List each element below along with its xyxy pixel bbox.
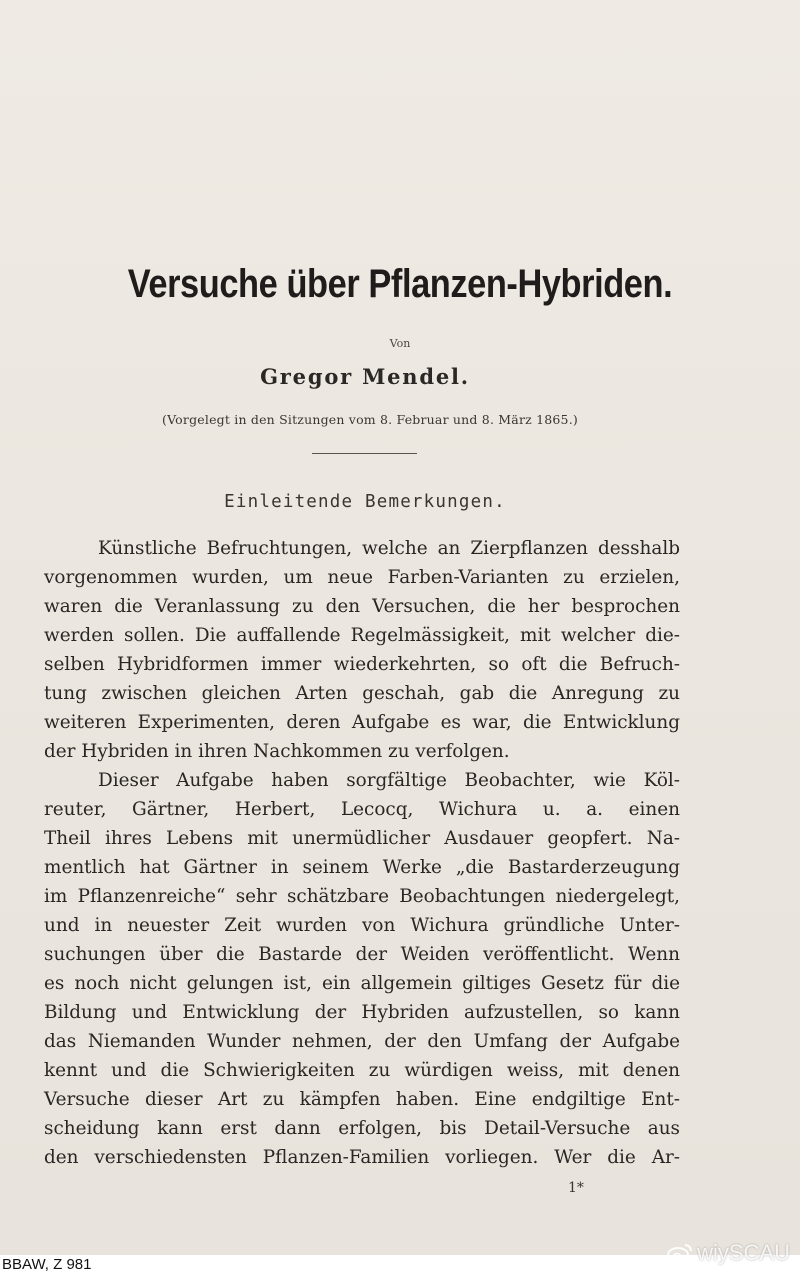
presentation-note: (Vorgelegt in den Sitzungen vom 8. Februar und 8. März 1865.) <box>162 412 578 427</box>
title-divider <box>312 453 417 454</box>
text-line: kennt und die Schwierigkeiten zu würdigen weiss, mit denen <box>44 1060 680 1081</box>
paragraph-1 <box>44 534 680 766</box>
byline-von: Von <box>389 337 411 350</box>
text-line: vorgenommen wurden, um neue Farben-Varianten zu erzielen, <box>44 567 680 588</box>
text-line: werden sollen. Die auffallende Regelmässigkeit, mit welcher die- <box>44 625 680 646</box>
text-line: Versuche dieser Art zu kämpfen haben. Eine endgiltige Ent- <box>44 1089 680 1110</box>
text-line: weiteren Experimenten, deren Aufgabe es war, die Entwicklung <box>44 712 680 733</box>
text-line: reuter, Gärtner, Herbert, Lecocq, Wichura u. a. einen <box>44 799 680 820</box>
watermark-text: wiySCAU <box>697 1240 790 1265</box>
text-line: scheidung kann erst dann erfolgen, bis Detail-Versuche aus <box>44 1118 680 1139</box>
text-line: der Hybriden in ihren Nachkommen zu verfolgen. <box>44 741 510 762</box>
text-line: selben Hybridformen immer wiederkehrten, so oft die Befruch- <box>44 654 680 675</box>
paragraph-2 <box>44 766 680 1172</box>
shelfmark-label: BBAW, Z 981 <box>2 1256 92 1273</box>
text-line: mentlich hat Gärtner in seinem Werke „die Bastarderzeugung <box>44 857 680 878</box>
text-line: Theil ihres Lebens mit unermüdlicher Ausdauer geopfert. Na- <box>44 828 680 849</box>
text-line: tung zwischen gleichen Arten geschah, gab die Anregung zu <box>44 683 680 704</box>
weibo-icon <box>667 1242 693 1264</box>
body-text <box>44 534 680 1172</box>
text-line: waren die Veranlassung zu den Versuchen, die her besprochen <box>44 596 680 617</box>
text-line: im Pflanzenreiche“ sehr schätzbare Beobachtungen niedergelegt, <box>44 886 680 907</box>
section-heading: Einleitende Bemerkungen. <box>224 492 506 512</box>
watermark <box>667 1240 790 1266</box>
text-line: und in neuester Zeit wurden von Wichura gründliche Unter- <box>44 915 680 936</box>
paper-title: Versuche über Pflanzen-Hybriden. <box>127 262 673 306</box>
text-line: das Niemanden Wunder nehmen, der den Umfang der Aufgabe <box>44 1031 680 1052</box>
signature-mark: 1* <box>568 1180 584 1196</box>
text-line: Bildung und Entwicklung der Hybriden aufzustellen, so kann <box>44 1002 680 1023</box>
text-line: den verschiedensten Pflanzen-Familien vorliegen. Wer die Ar- <box>44 1147 680 1168</box>
text-line: Dieser Aufgabe haben sorgfältige Beobachter, wie Köl- <box>98 770 680 791</box>
author-name: Gregor Mendel. <box>260 364 470 389</box>
text-line: es noch nicht gelungen ist, ein allgemein giltiges Gesetz für die <box>44 973 680 994</box>
text-line: suchungen über die Bastarde der Weiden veröffentlicht. Wenn <box>44 944 680 965</box>
text-line: Künstliche Befruchtungen, welche an Zierpflanzen desshalb <box>98 538 680 559</box>
